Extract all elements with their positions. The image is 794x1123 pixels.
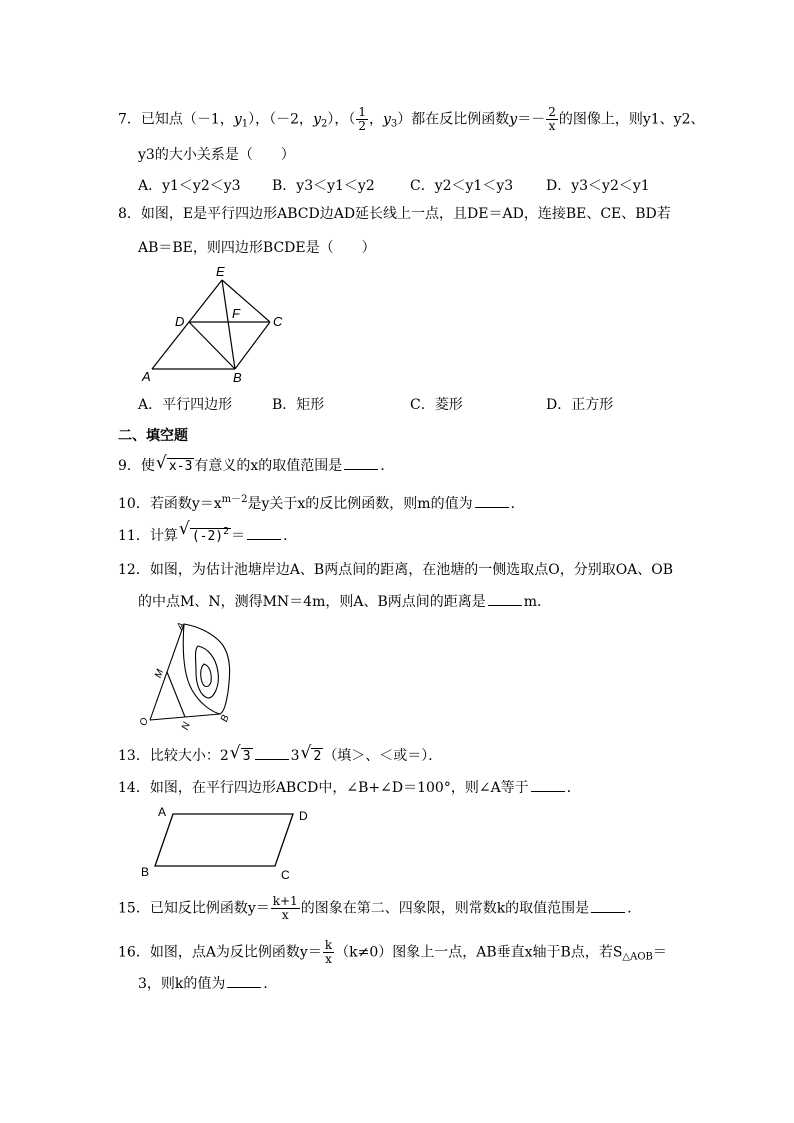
q16-frac-den: x xyxy=(325,952,332,966)
q14-label-c: C xyxy=(281,868,290,882)
q8-label-f: F xyxy=(232,306,240,321)
q11-radicand-base: (-2) xyxy=(191,529,224,544)
q14-line xyxy=(118,778,581,798)
q12-label-m: M xyxy=(152,667,167,680)
q13-post: （填＞、＜或＝）． xyxy=(323,748,443,764)
q8-option-d[interactable]: D．正方形 xyxy=(546,397,614,413)
q12-label-o: O xyxy=(137,716,151,728)
q8-edge-db xyxy=(189,322,235,369)
q11-answer-blank[interactable] xyxy=(247,527,281,540)
q15-pre: 15．已知反比例函数y＝ xyxy=(118,900,270,917)
q14-end: ． xyxy=(566,780,581,796)
q7-frac-num: 1 xyxy=(358,105,366,119)
q7-line1 xyxy=(118,106,705,135)
q14-pre: 14．如图，在平行四边形ABCD中，∠B+∠D＝100°，则∠A等于 xyxy=(118,780,529,796)
sqrt-sign-icon: √ xyxy=(229,743,241,763)
q7-var-y2: y xyxy=(313,111,321,128)
q11-end: ． xyxy=(283,528,298,544)
q7-func-y: y xyxy=(509,111,518,128)
q9-answer-blank[interactable] xyxy=(344,457,378,470)
q7-text-1: 已知点（－1， xyxy=(140,111,234,128)
q7-option-b[interactable]: B．y3＜y1＜y2 xyxy=(272,178,375,194)
q16-pre: 16．如图，点A为反比例函数y＝ xyxy=(118,944,322,961)
q15-post: 的图象在第二、四象限，则常数k的取值范围是 xyxy=(300,900,590,917)
q7-fn-num: 2 xyxy=(548,105,556,119)
q8-option-c[interactable]: C．菱形 xyxy=(410,397,463,413)
q15-frac-num: k+1 xyxy=(272,894,298,908)
q8-edge-ec xyxy=(222,280,270,322)
q15-end: ． xyxy=(627,900,642,917)
q8-label-d: D xyxy=(175,314,185,329)
q7-sub-2: 2 xyxy=(320,118,328,130)
q8-edge-de xyxy=(189,280,222,322)
q16-sub: △AOB xyxy=(622,951,653,963)
q15-frac-den: x xyxy=(281,908,289,922)
q12-pond-figure xyxy=(138,618,238,730)
q7-line2: y3的大小关系是（ ） xyxy=(138,147,295,163)
q7-frac-den: 2 xyxy=(358,119,366,133)
q7-text-4: ， xyxy=(369,111,383,128)
q8-edge-cb xyxy=(235,322,270,369)
q7-tail: y1、y2、 xyxy=(642,111,705,128)
q7-fn-den: x xyxy=(548,119,556,133)
q7-var-y1: y xyxy=(233,111,242,128)
q13-line xyxy=(118,743,443,767)
q9-radicand: x-3 xyxy=(168,459,193,474)
q10-end: ． xyxy=(510,496,525,512)
q12-line2-pre: 的中点M、N，测得MN＝4m，则A、B两点间的距离是 xyxy=(138,594,486,610)
q13-pre: 13．比较大小：2 xyxy=(118,748,229,764)
q15-answer-blank[interactable] xyxy=(591,900,625,913)
q7-text-5: ）都在反比例函数 xyxy=(397,111,510,128)
q8-label-c: C xyxy=(273,314,283,329)
q16-line2-end: ． xyxy=(263,976,278,992)
q10-post: 是y关于x的反比例函数，则m的值为 xyxy=(247,496,473,512)
q7-option-d[interactable]: D．y3＜y2＜y1 xyxy=(546,178,650,194)
q8-option-b[interactable]: B．矩形 xyxy=(272,397,325,413)
q13-radicand-1: 3 xyxy=(242,749,251,764)
q7-sub-3: 3 xyxy=(390,118,398,130)
q8-edge-eb xyxy=(222,280,235,369)
q11-sqrt xyxy=(178,519,231,547)
q8-option-a[interactable]: A．平行四边形 xyxy=(138,397,233,413)
q8-line1: 8．如图，E是平行四边形ABCD边AD延长线上一点，且DE＝AD，连接BE、CE、BD若 xyxy=(118,206,671,222)
q8-parallelogram-figure xyxy=(140,264,300,388)
q9-end: ． xyxy=(380,458,395,474)
q8-line2: AB＝BE，则四边形BCDE是（ ） xyxy=(138,240,376,256)
q14-answer-blank[interactable] xyxy=(531,779,565,792)
q9-post: 有意义的x的取值范围是 xyxy=(194,458,343,474)
q7-text-2: ），（－2， xyxy=(248,111,314,128)
q10-pre: 10．若函数y＝x xyxy=(118,496,222,512)
section-fill-in-title: 二、填空题 xyxy=(118,428,188,444)
q12-label-a: A xyxy=(174,620,188,632)
q12-pond-middle xyxy=(196,646,219,698)
q13-sqrt-2 xyxy=(300,743,323,767)
q12-line2 xyxy=(138,592,551,612)
q14-label-b: B xyxy=(141,865,150,879)
q10-exponent: m－2 xyxy=(221,494,248,505)
q11-line xyxy=(118,519,298,547)
q16-frac-num: k xyxy=(324,938,333,952)
q7-option-c[interactable]: C．y2＜y1＜y3 xyxy=(410,178,514,194)
q11-pre: 11．计算 xyxy=(118,528,178,544)
q8-edge-ad xyxy=(152,322,189,369)
q7-text-6: 的图像上，则 xyxy=(558,111,643,128)
q7-option-a[interactable]: A．y1＜y2＜y3 xyxy=(138,178,241,194)
q12-edge-mn xyxy=(167,672,185,717)
q7-sub-1: 1 xyxy=(241,118,249,130)
q7-var-y3: y xyxy=(383,111,391,128)
q14-parallelogram xyxy=(155,814,293,866)
q13-radicand-2: 2 xyxy=(313,749,322,764)
q12-pond-inner xyxy=(201,664,212,687)
q12-line2-end: m． xyxy=(523,594,552,610)
q11-radicand xyxy=(190,528,231,544)
q16-line2-pre: 3，则k的值为 xyxy=(138,976,226,992)
q16-line1 xyxy=(118,939,667,968)
q8-label-a: A xyxy=(142,369,151,384)
q9-sqrt xyxy=(155,453,194,477)
q14-label-a: A xyxy=(158,805,167,819)
q7-fraction-2-over-x xyxy=(546,106,558,133)
q13-sqrt-1 xyxy=(229,743,253,767)
q12-label-n: N xyxy=(179,720,193,732)
q7-equals: ＝－ xyxy=(517,111,546,128)
q16-post: ＝ xyxy=(652,944,667,961)
q14-parallelogram-figure xyxy=(138,804,320,880)
q10-line xyxy=(118,490,525,514)
q16-mid: （k≠0）图象上一点，AB垂直x轴于B点，若S xyxy=(335,944,623,961)
q8-label-e: E xyxy=(216,264,225,279)
q8-label-b: B xyxy=(233,370,242,385)
sqrt-sign-icon: √ xyxy=(155,453,167,473)
q10-answer-blank[interactable] xyxy=(475,495,509,508)
q7-text-3: ），（ xyxy=(327,111,356,128)
q14-label-d: D xyxy=(299,809,308,823)
q13-coef-2: 3 xyxy=(290,748,300,764)
q7-fraction-half xyxy=(356,106,368,133)
q16-line2 xyxy=(138,974,277,994)
q16-fraction xyxy=(323,939,334,966)
q16-answer-blank[interactable] xyxy=(227,975,261,988)
q12-answer-blank[interactable] xyxy=(488,593,522,606)
q9-pre: 9．使 xyxy=(118,458,155,474)
q7-number: 7． xyxy=(118,111,141,128)
q12-line1: 12．如图，为估计池塘岸边A、B两点间的距离，在池塘的一侧选取点O，分别取OA、OB xyxy=(118,562,674,578)
q12-label-b: B xyxy=(218,713,232,724)
q15-fraction xyxy=(271,895,300,922)
q11-post: ＝ xyxy=(231,528,246,544)
sqrt-sign-icon: √ xyxy=(300,743,312,763)
q9-line xyxy=(118,453,395,477)
q12-pond-outer xyxy=(183,624,229,714)
q13-answer-blank[interactable] xyxy=(255,747,289,760)
q11-exponent: 2 xyxy=(223,526,230,537)
sqrt-sign-icon: √ xyxy=(178,519,190,539)
q15-line xyxy=(118,895,641,922)
